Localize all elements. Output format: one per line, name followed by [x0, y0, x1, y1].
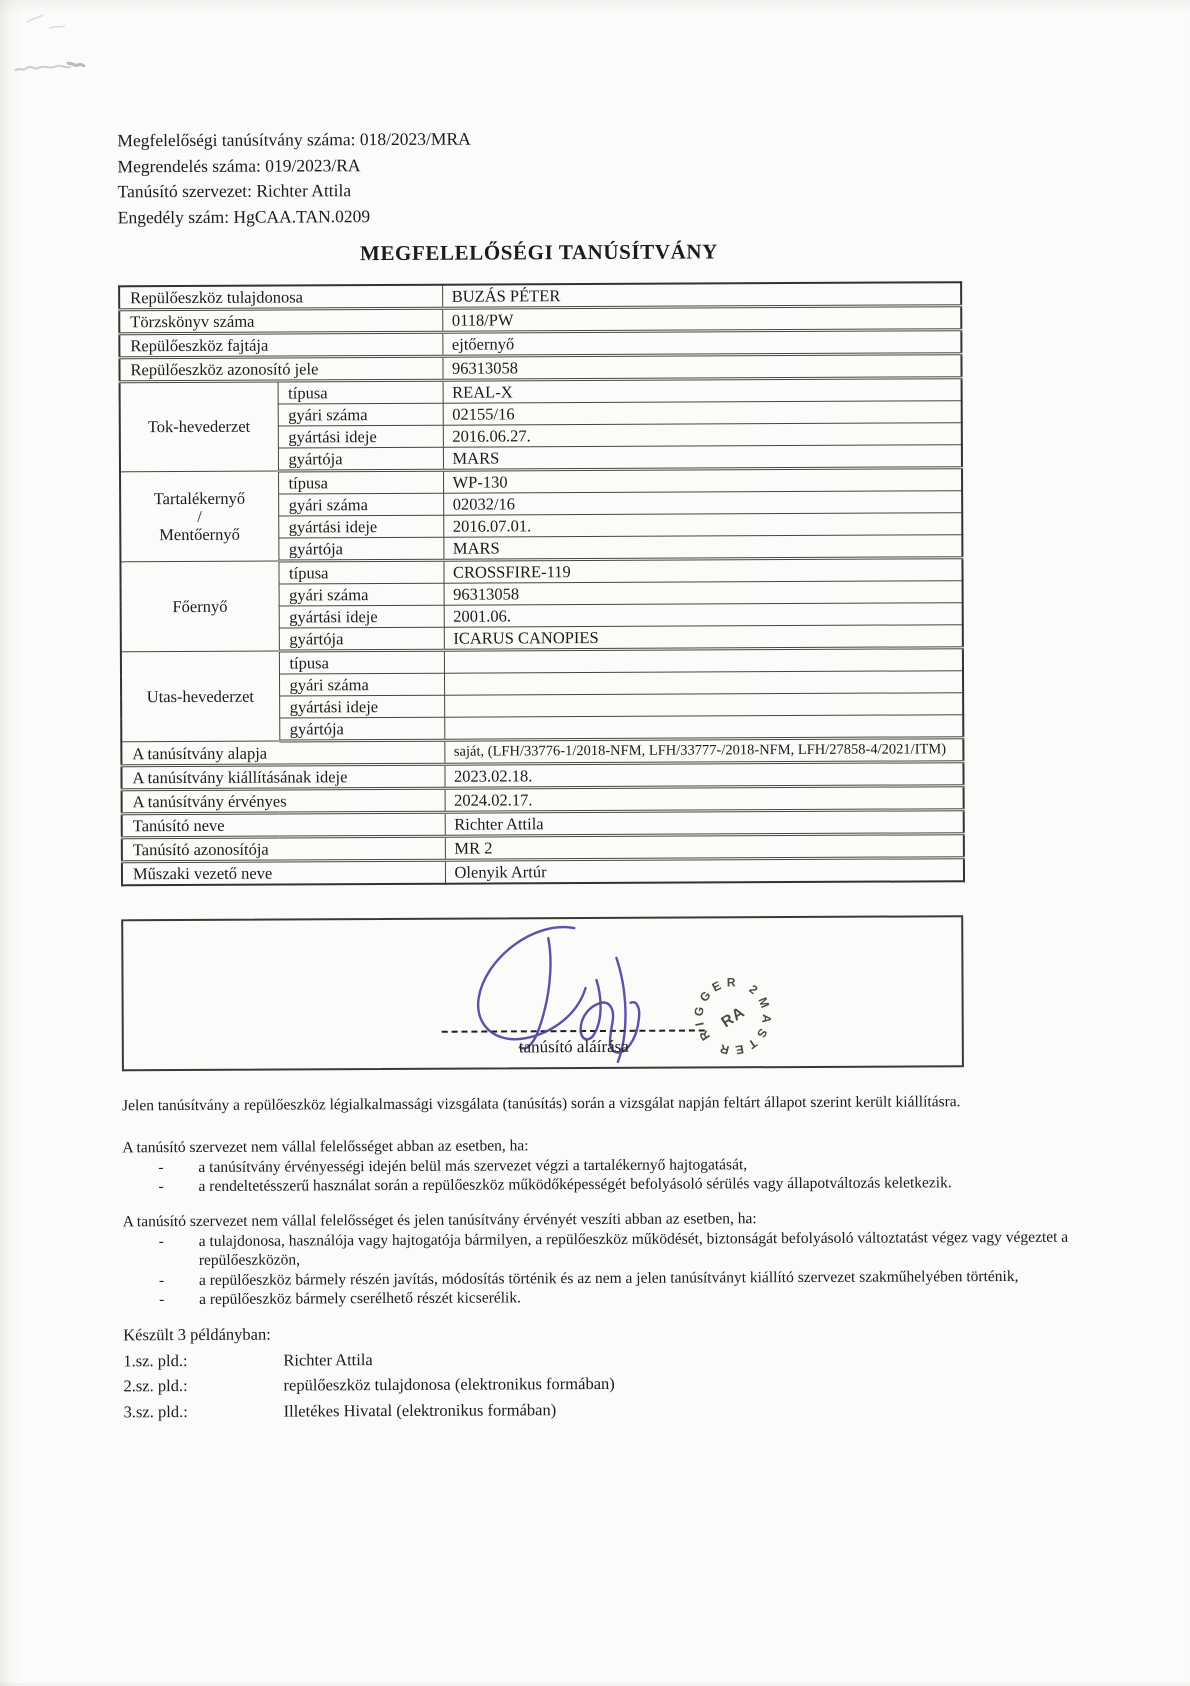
row-value: Olenyik Artúr: [445, 858, 964, 884]
bullet-dash: -: [159, 1291, 165, 1309]
certificate-table: [118, 281, 965, 886]
row-value: 2023.02.18.: [444, 762, 963, 789]
row-value: MARS: [443, 535, 962, 561]
group-label: Tartalékernyő / Mentőernyő: [120, 471, 278, 562]
document-header: [117, 127, 471, 231]
bullet-dash: -: [158, 1178, 164, 1196]
row-value: WP-130: [443, 468, 962, 494]
row-label: Tanúsító azonosítója: [122, 836, 445, 862]
row-label: Repülőeszköz fajtája: [119, 332, 442, 358]
sub-label: típusa: [278, 560, 443, 584]
row-label: A tanúsítvány érvényes: [122, 788, 445, 814]
list-item-text: a tulajdonosa, használója vagy hajtogatója bármilyen, a repülőeszköz működését, biztonságát befolyásoló változtatást végez vagy végeztet a repülőeszközön,: [198, 1228, 1069, 1269]
row-value: MR 2: [445, 834, 964, 861]
sub-label: gyári száma: [278, 403, 443, 426]
group-label: Főernyő: [120, 561, 278, 652]
list-item-text: a repülőeszköz bármely részén javítás, módosítás történik és az nem a jelen tanúsítványt kiállító szervezet szakműhelyében történik,: [198, 1267, 1019, 1289]
row-value: 96313058: [444, 581, 963, 606]
liability-clause-2: [123, 1207, 1143, 1309]
row-label: Törzskönyv száma: [119, 308, 442, 334]
intro-paragraph: Jelen tanúsítvány a repülőeszköz légialkalmassági vizsgálata (tanúsítás) során a vizsgálat napján feltárt állapot szerint került kiállításra.: [122, 1093, 961, 1115]
copy-label: 1.sz. pld.:: [123, 1350, 188, 1370]
sub-label: gyártója: [279, 717, 444, 741]
bullet-dash: -: [158, 1158, 164, 1176]
list-item: [122, 1172, 1142, 1196]
sub-label: típusa: [278, 470, 443, 494]
bullet-dash: -: [158, 1271, 165, 1289]
liability-clause-1: [122, 1133, 1142, 1196]
sub-label: gyártási ideje: [278, 425, 443, 448]
row-label: A tanúsítvány alapja: [121, 740, 444, 766]
row-value: 2024.02.17.: [445, 786, 964, 813]
table-row: [122, 858, 964, 886]
copy-value: Richter Attila: [283, 1349, 373, 1370]
sub-label: gyári száma: [279, 673, 444, 696]
row-value: REAL-X: [443, 378, 962, 404]
list-item-text: a tanúsítvány érvényességi idején belül más szervezet végzi a tartalékernyő hajtogatását,: [198, 1155, 748, 1176]
copy-label: 2.sz. pld.:: [123, 1375, 188, 1396]
row-label: Műszaki vezető neve: [122, 860, 445, 885]
signature-box: [121, 915, 964, 1071]
sub-label: gyári száma: [278, 493, 443, 516]
permit-number-line: Engedély szám: HgCAA.TAN.0209: [117, 205, 371, 227]
clause-heading: A tanúsító szervezet nem vállal felelősséget abban az esetben, ha:: [122, 1137, 529, 1157]
copies-block: [123, 1320, 615, 1424]
stamp-center-text: RA: [718, 1003, 749, 1032]
row-label: Tanúsító neve: [122, 812, 445, 838]
group-label: Utas-hevederzet: [121, 651, 279, 742]
list-item-text: a repülőeszköz bármely cserélhető részét kicserélik.: [199, 1289, 521, 1308]
row-label: Repülőeszköz azonosító jele: [119, 356, 442, 382]
sub-label: gyártója: [279, 627, 444, 651]
copy-value: repülőeszköz tulajdonosa (elektronikus formában): [283, 1373, 615, 1395]
row-label: Repülőeszköz tulajdonosa: [119, 285, 442, 310]
order-number-line: Megrendelés száma: 019/2023/RA: [117, 154, 361, 176]
row-value: MARS: [443, 445, 962, 471]
row-value: 96313058: [442, 354, 961, 381]
pencil-smudge-icon: [19, 8, 89, 38]
sub-label: gyártója: [278, 447, 443, 471]
row-value: ICARUS CANOPIES: [444, 625, 963, 651]
certifier-org-line: Tanúsító szervezet: Richter Attila: [117, 180, 352, 202]
copy-row: [124, 1396, 615, 1424]
copy-row: [123, 1345, 614, 1373]
row-value: 02155/16: [443, 401, 962, 426]
sub-label: gyártási ideje: [279, 605, 444, 628]
sub-label: gyári száma: [279, 583, 444, 606]
list-item: [123, 1285, 1143, 1309]
signature-caption: tanúsító aláírása: [518, 1036, 629, 1057]
pencil-scribble-icon: [11, 54, 91, 80]
row-value: ejtőernyő: [442, 330, 961, 357]
sub-label: típusa: [279, 650, 444, 674]
row-label: A tanúsítvány kiállításának ideje: [121, 764, 444, 790]
page-title: MEGFELELŐSÉGI TANÚSÍTVÁNY: [359, 239, 718, 266]
row-value: 2001.06.: [444, 603, 963, 628]
copy-row: [123, 1371, 614, 1399]
certificate-number-line: Megfelelőségi tanúsítvány száma: 018/2023/MRA: [117, 128, 471, 151]
row-value: 0118/PW: [442, 306, 961, 333]
sub-label: típusa: [278, 380, 443, 404]
row-value: [444, 671, 963, 696]
list-item: [123, 1227, 1143, 1271]
copy-label: 3.sz. pld.:: [123, 1401, 188, 1421]
clause-heading: A tanúsító szervezet nem vállal felelősséget és jelen tanúsítvány érvényét veszíti abban az esetben, ha:: [122, 1210, 757, 1231]
row-value: CROSSFIRE-119: [443, 558, 962, 584]
group-label: Tok-hevederzet: [120, 381, 278, 472]
row-value: 2016.06.27.: [443, 423, 962, 448]
list-item-text: a rendeltetésszerű használat során a repülőeszköz működőképességét befolyásoló sérülés vagy állapotváltozás keletkezik.: [198, 1174, 952, 1195]
row-value: [444, 648, 963, 674]
master-rigger-stamp-icon: [669, 953, 796, 1080]
row-value: Richter Attila: [445, 810, 964, 837]
stamp-ring-text: MASTER RIGGER 2: [691, 975, 774, 1058]
row-value: 02032/16: [443, 491, 962, 516]
sub-label: gyártási ideje: [279, 695, 444, 718]
row-value: 2016.07.01.: [443, 513, 962, 538]
row-value: [444, 693, 963, 718]
sub-label: gyártási ideje: [278, 515, 443, 538]
row-value: BUZÁS PÉTER: [442, 282, 961, 308]
row-value: [444, 715, 963, 741]
bullet-dash: -: [158, 1232, 164, 1250]
row-value: saját, (LFH/33776-1/2018-NFM, LFH/33777-/2018-NFM, LFH/27858-4/2021/ITM): [444, 738, 963, 765]
sub-label: gyártója: [278, 537, 443, 561]
copy-value: Illetékes Hivatal (elektronikus formában): [283, 1399, 557, 1421]
copies-heading: Készült 3 példányban:: [123, 1324, 271, 1345]
